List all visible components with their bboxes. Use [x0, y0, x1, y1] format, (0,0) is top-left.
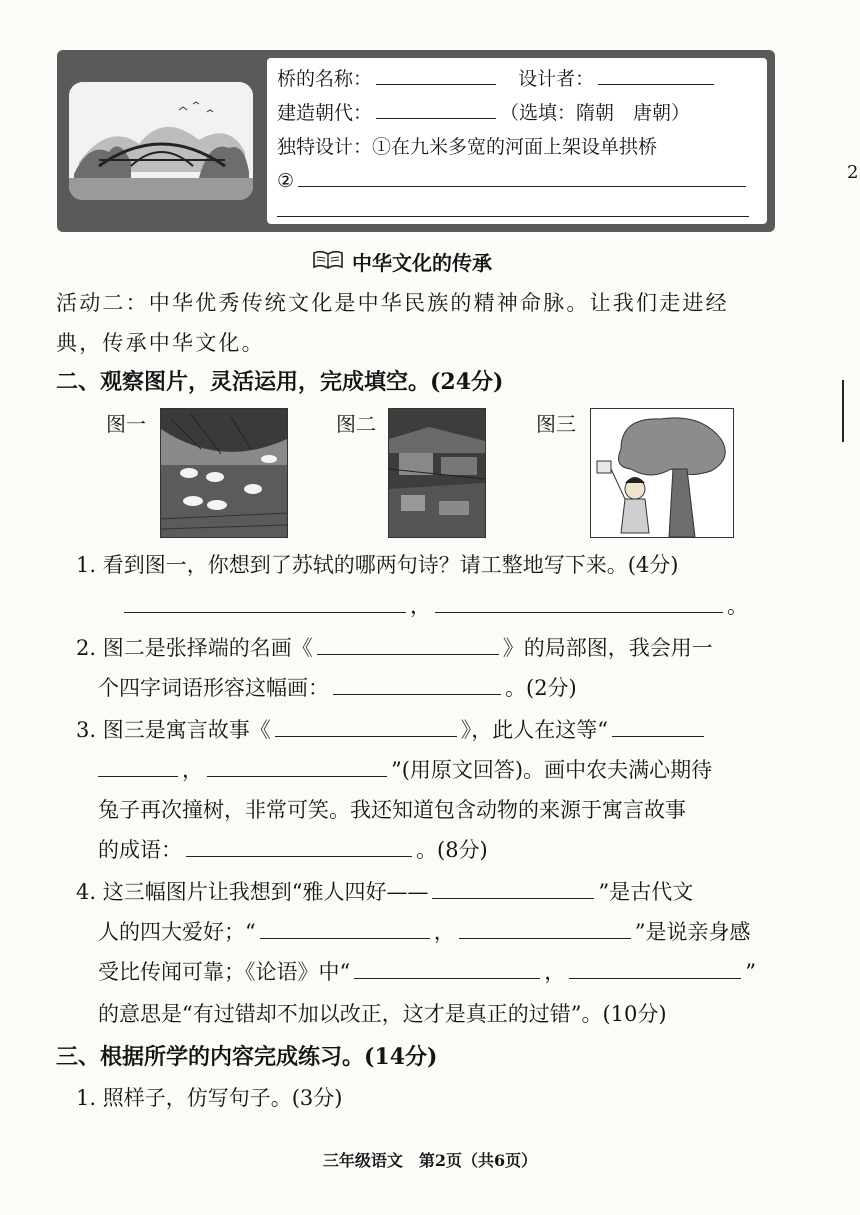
q4-comma-1: ， [433, 920, 455, 944]
activity-line-1: 活动二：中华优秀传统文化是中华民族的精神命脉。让我们走进经 [56, 291, 729, 315]
animal-idioms-blank[interactable] [186, 855, 412, 857]
q4-close-quote: ” [745, 960, 756, 984]
margin-rule [842, 380, 844, 442]
analects-part-2-blank[interactable] [569, 977, 741, 979]
saying-part-2-blank[interactable] [459, 937, 631, 939]
bridge-info-card [57, 50, 775, 232]
q2-text-d: 。(2分) [505, 676, 577, 700]
designer-blank[interactable] [598, 83, 714, 85]
page-footer: 三年级语文 第2页（共6页） [322, 1151, 538, 1170]
part3-question-1: 1. 照样子，仿写句子。(3分) [76, 1086, 343, 1110]
figure-2-label: 图二 [336, 412, 376, 436]
bridge-illustration [69, 82, 253, 200]
figure-1-image [160, 408, 288, 538]
section-heading [312, 247, 492, 276]
bridge-name-blank[interactable] [376, 83, 496, 85]
section-heading-text: 中华文化的传承 [352, 251, 492, 275]
design-item-2-blank[interactable] [298, 185, 746, 187]
q3-text-b: 》，此人在这等“ [460, 718, 608, 742]
figure-2-image [388, 408, 486, 538]
poem-line-1-blank[interactable] [124, 611, 406, 613]
saying-part-1-blank[interactable] [260, 937, 430, 939]
q1-period: 。 [727, 594, 748, 618]
four-hobbies-blank[interactable] [432, 897, 594, 899]
question-2-line-1 [76, 628, 713, 668]
question-1-prompt: 1. 看到图一，你想到了苏轼的哪两句诗？请工整地写下来。(4分) [76, 553, 679, 577]
design-extra-blank[interactable] [277, 215, 749, 217]
q2-text-c: 个四字词语形容这幅画： [98, 676, 329, 700]
q3-text-c: ”(用原文回答)。画中农夫满心期待 [391, 758, 713, 782]
q4-text-c: 人的四大爱好；“ [98, 920, 256, 944]
part2-title: 二、观察图片，灵活运用，完成填空。(24分) [56, 369, 504, 395]
q2-text-a: 2. 图二是张择端的名画《 [76, 636, 313, 660]
painting-name-blank[interactable] [317, 653, 499, 655]
q3-text-e: 。(8分) [416, 838, 488, 862]
bridge-fill-panel [267, 58, 767, 224]
question-3-line-3: 兔子再次撞树，非常可笑。我还知道包含动物的来源于寓言故事 [98, 798, 686, 822]
design-label: 独特设计： [277, 136, 373, 158]
analects-part-1-blank[interactable] [354, 977, 540, 979]
design-item-1: ①在九米多宽的河面上架设单拱桥 [372, 136, 658, 158]
designer-label: 设计者： [518, 68, 595, 90]
question-4-line-3 [98, 952, 756, 992]
q4-comma-2: ， [544, 960, 566, 984]
question-3-line-4 [98, 830, 488, 870]
open-book-icon [312, 249, 344, 275]
question-4-line-4: 的意思是“有过错却不加以改正，这才是真正的过错”。(10分) [98, 1002, 667, 1026]
q3-text-a: 3. 图三是寓言故事《 [76, 718, 271, 742]
q3-comma: ， [182, 758, 203, 782]
q4-text-e: 受比传闻可靠；《论语》中“ [98, 960, 351, 984]
four-char-idiom-blank[interactable] [333, 693, 501, 695]
question-4-line-1 [76, 872, 693, 912]
fable-name-blank[interactable] [275, 735, 457, 737]
question-2-line-2 [98, 668, 577, 708]
question-3-line-1 [76, 710, 708, 750]
dynasty-blank[interactable] [376, 117, 496, 119]
quote-part-1-blank[interactable] [612, 735, 704, 737]
dynasty-hint: （选填：隋朝 唐朝） [500, 102, 691, 124]
question-1-answer-row [120, 586, 748, 626]
poem-line-2-blank[interactable] [435, 611, 723, 613]
q4-text-b: ”是古代文 [598, 880, 694, 904]
figure-3-image [590, 408, 734, 538]
q4-text-d: ”是说亲身感 [634, 920, 751, 944]
figure-1-label: 图一 [106, 412, 146, 436]
quote-part-1-cont-blank[interactable] [98, 775, 178, 777]
margin-number: 2 [847, 162, 859, 183]
bridge-name-label: 桥的名称： [277, 68, 373, 90]
q3-text-d: 的成语： [98, 838, 182, 862]
figure-3-label: 图三 [536, 412, 576, 436]
question-4-line-2 [98, 912, 751, 952]
q2-text-b: 》的局部图，我会用一 [502, 636, 713, 660]
quote-part-2-blank[interactable] [207, 775, 387, 777]
q4-text-a: 4. 这三幅图片让我想到“雅人四好—— [76, 880, 429, 904]
design-item-2-marker: ② [277, 170, 295, 192]
part3-title: 三、根据所学的内容完成练习。(14分) [56, 1044, 438, 1070]
dynasty-label: 建造朝代： [277, 102, 373, 124]
q1-comma: ， [410, 594, 431, 618]
question-3-line-2 [98, 750, 712, 790]
activity-line-2: 典，传承中华文化。 [56, 331, 265, 355]
